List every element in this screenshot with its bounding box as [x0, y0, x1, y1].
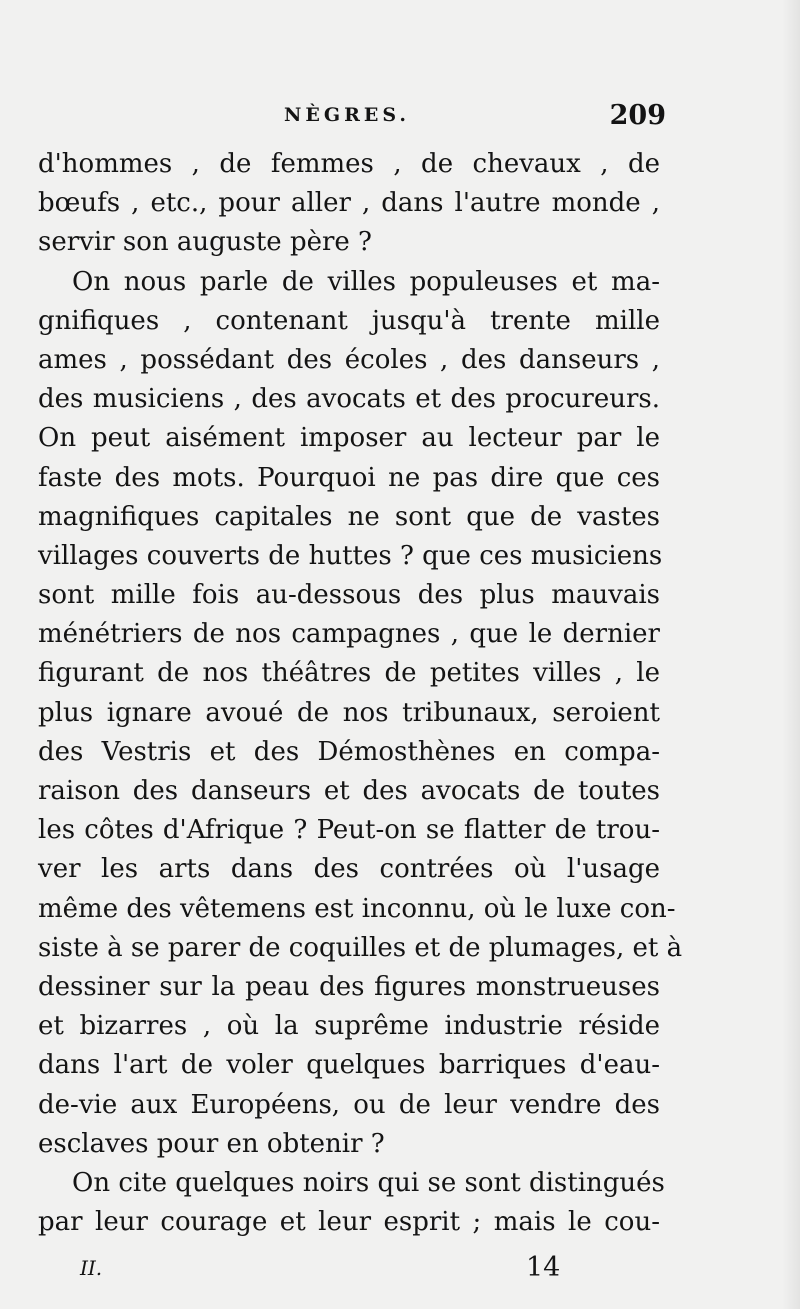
text-line: sont mille fois au-dessous des plus mauvais: [38, 580, 660, 611]
text-line: des musiciens , des avocats et des procureurs.: [38, 384, 660, 415]
running-head: NÈGRES.: [284, 104, 411, 126]
volume-mark: II.: [80, 1256, 103, 1280]
text-line: plus ignare avoué de nos tribunaux, seroient: [38, 697, 660, 728]
text-line: siste à se parer de coquilles et de plumages, et à: [38, 932, 683, 963]
text-line: raison des danseurs et des avocats de toutes: [38, 776, 660, 806]
body-text: [38, 145, 683, 1242]
page-number: 209: [609, 100, 666, 131]
text-line: faste des mots. Pourquoi ne pas dire que ces: [38, 462, 660, 493]
text-line: d'hommes , de femmes , de chevaux , de: [38, 149, 660, 179]
text-line: magnifiques capitales ne sont que de vastes: [38, 501, 660, 532]
text-line: même des vêtemens est inconnu, où le luxe con-: [38, 893, 676, 924]
text-line: dessiner sur la peau des figures monstrueuses: [38, 971, 660, 1002]
text-line: et bizarres , où la suprême industrie réside: [38, 1011, 660, 1042]
text-line: ménétriers de nos campagnes , que le dernier: [38, 619, 660, 650]
signature-mark: 14: [526, 1252, 561, 1283]
scan-edge-shadow: [782, 0, 800, 1309]
text-line: les côtes d'Afrique ? Peut-on se flatter de trou-: [38, 815, 660, 846]
text-line: villages couverts de huttes ? que ces musiciens: [38, 540, 663, 571]
text-line: On cite quelques noirs qui se sont distingués: [72, 1167, 665, 1198]
text-line: On peut aisément imposer au lecteur par le: [38, 423, 660, 454]
text-line: des Vestris et des Démosthènes en compa-: [38, 736, 660, 767]
text-line: servir son auguste père ?: [38, 227, 372, 258]
text-line: gnifiques , contenant jusqu'à trente mille: [38, 305, 660, 336]
text-line: de-vie aux Européens, ou de leur vendre des: [38, 1089, 660, 1120]
text-line: esclaves pour en obtenir ?: [38, 1128, 385, 1159]
text-line: par leur courage et leur esprit ; mais le cou-: [38, 1207, 660, 1238]
text-line: figurant de nos théâtres de petites villes , le: [38, 658, 660, 689]
text-line: bœufs , etc., pour aller , dans l'autre monde ,: [38, 188, 660, 219]
page-header: [36, 100, 666, 140]
text-line: ames , possédant des écoles , des danseurs ,: [38, 344, 660, 375]
page-footer: [38, 1248, 658, 1288]
text-line: dans l'art de voler quelques barriques d'eau-: [38, 1050, 660, 1081]
text-line: ver les arts dans des contrées où l'usage: [38, 854, 660, 885]
text-line: On nous parle de villes populeuses et ma-: [72, 266, 660, 297]
